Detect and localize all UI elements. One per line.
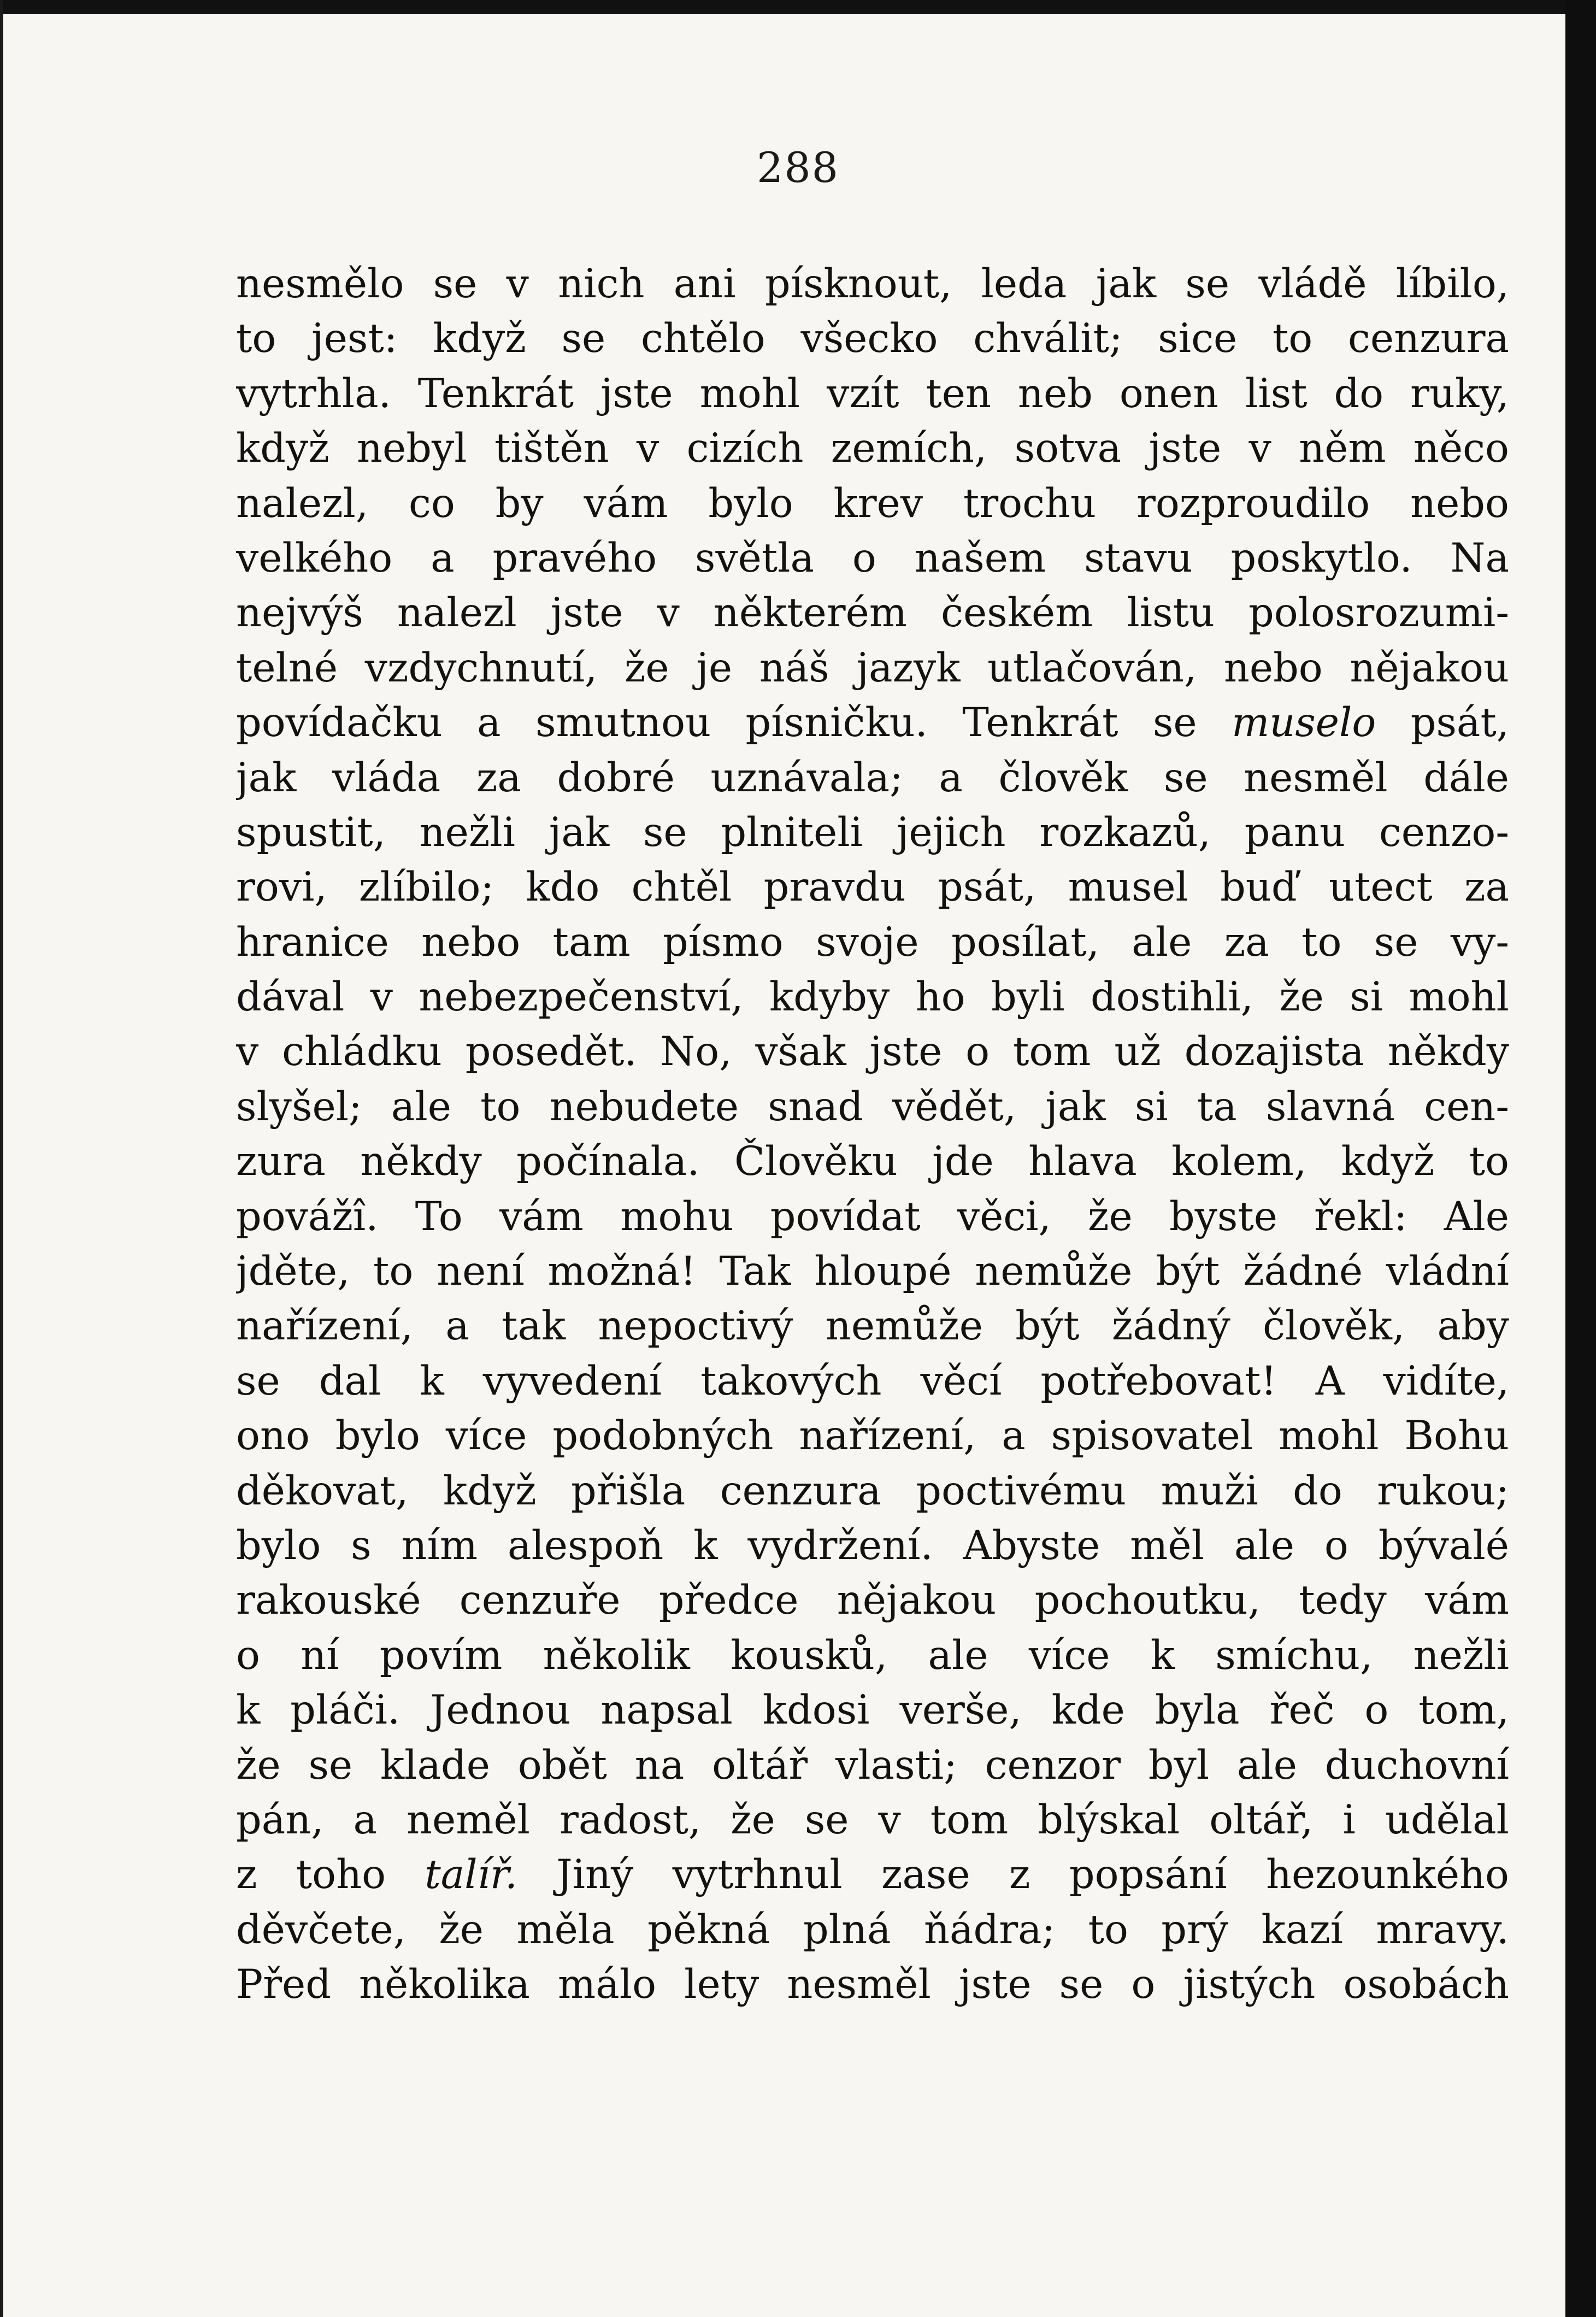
text-line: spustit, nežli jak se plniteli jejich rozkazů, panu cenzo- xyxy=(236,809,1509,856)
text-line: vytrhla. Tenkrát jste mohl vzít ten neb onen list do ruky, xyxy=(236,370,1509,417)
page-number: 288 xyxy=(756,143,840,192)
text-line: velkého a pravého světla o našem stavu poskytlo. Na xyxy=(236,534,1509,581)
text-line: slyšel; ale to nebudete snad vědět, jak si ta slavná cen- xyxy=(236,1083,1509,1130)
text-line: dával v nebezpečenství, kdyby ho byli dostihli, že si mohl xyxy=(236,974,1509,1021)
text-line: ono bylo více podobných nařízení, a spisovatel mohl Bohu xyxy=(236,1413,1509,1460)
text-segment: povídačku a smutnou písničku. Tenkrát se xyxy=(236,699,1232,746)
text-line: děkovat, když přišla cenzura poctivému muži do rukou; xyxy=(236,1467,1509,1514)
text-line: v chládku posedět. No, však jste o tom už dozajista někdy xyxy=(236,1028,1509,1075)
text-line: o ní povím několik kousků, ale více k smíchu, nežli xyxy=(236,1632,1509,1679)
text-line: nejvýš nalezl jste v některém českém listu polosrozumi- xyxy=(236,590,1509,637)
text-line: jak vláda za dobré uznávala; a člověk se nesměl dále xyxy=(236,754,1509,801)
text-line: zura někdy počínala. Člověku jde hlava kolem, když to xyxy=(236,1138,1509,1185)
text-segment: z toho xyxy=(236,1851,425,1898)
text-line xyxy=(236,696,1509,750)
text-line: rovi, zlíbilo; kdo chtěl pravdu psát, musel buď utect za xyxy=(236,864,1509,911)
text-segment: Jiný vytrhnul zase z popsání hezounkého xyxy=(517,1851,1509,1898)
text-line: když nebyl tištěn v cizích zemích, sotva jste v něm něco xyxy=(236,425,1509,472)
scan-left-edge xyxy=(0,0,3,2317)
text-line: to jest: když se chtělo všecko chválit; sice to cenzura xyxy=(236,315,1509,362)
text-line: hranice nebo tam písmo svoje posílat, ale za to se vy- xyxy=(236,919,1509,966)
text-line: že se klade obět na oltář vlasti; cenzor byl ale duchovní xyxy=(236,1742,1509,1789)
text-line: nesmělo se v nich ani písknout, leda jak se vládě líbilo, xyxy=(236,261,1509,307)
text-line: k pláči. Jednou napsal kdosi verše, kde byla řeč o tom, xyxy=(236,1687,1509,1734)
scan-top-edge xyxy=(0,0,1596,14)
text-line: pán, a neměl radost, že se v tom blýskal oltář, i udělal xyxy=(236,1796,1509,1843)
text-line: povážî. To vám mohu povídat věci, že byste řekl: Ale xyxy=(236,1193,1509,1240)
text-line: Před několika málo lety nesměl jste se o jistých osobách xyxy=(236,1961,1509,2008)
text-line: bylo s ním alespoň k vydržení. Abyste měl ale o bývalé xyxy=(236,1522,1509,1569)
text-line: děvčete, že měla pěkná plná ňádra; to prý kazí mravy. xyxy=(236,1906,1509,1953)
text-line: rakouské cenzuře předce nějakou pochoutku, tedy vám xyxy=(236,1577,1509,1624)
italic-emphasis: talíř. xyxy=(425,1851,518,1898)
text-line: nalezl, co by vám bylo krev trochu rozproudilo nebo xyxy=(236,480,1509,527)
italic-emphasis: muselo xyxy=(1232,699,1376,746)
text-line: nařízení, a tak nepoctivý nemůže být žádný člověk, aby xyxy=(236,1303,1509,1350)
text-line xyxy=(236,1848,1509,1902)
body-text xyxy=(236,257,1509,2013)
scan-right-edge xyxy=(1565,0,1596,2317)
text-segment: psát, xyxy=(1376,699,1509,746)
text-line: jděte, to není možná! Tak hloupé nemůže být žádné vládní xyxy=(236,1248,1509,1295)
text-line: se dal k vyvedení takových věcí potřebovat! A vidíte, xyxy=(236,1357,1509,1404)
text-line: telné vzdychnutí, že je náš jazyk utlačován, nebo nějakou xyxy=(236,644,1509,691)
